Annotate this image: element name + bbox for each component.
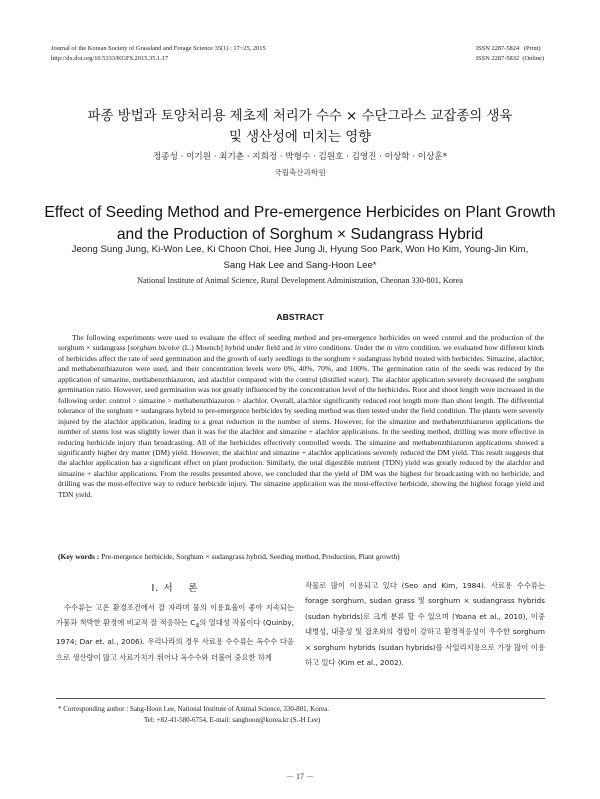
english-title-line2: and the Production of Sorghum × Sudangrass Hybrid: [116, 226, 484, 243]
english-authors: [40, 242, 560, 274]
abstract-heading: ABSTRACT: [276, 312, 324, 322]
english-authors-line1: Jeong Sung Jung, Ki-Won Lee, Ki Choon Choi, Hee Jung Ji, Hyung Soo Park, Won Ho Kim, Young-Jin Kim,: [71, 244, 529, 255]
english-title-line1: Effect of Seeding Method and Pre-emergence Herbicides on Plant Growth: [44, 204, 556, 221]
intro-right-column: 작물로 많이 이용되고 있다 (Seo and Kim, 1984). 사료용 수수류는 forage sorghum, sudan grass 및 sorghum × sudangrass hybrids (sudan hybrids)로 크게 분류 할 수 있으며 (Yoana et al., 2010), 이중 내병성, 내충성 및 잡초와의 경합이 강하고 환경적응성이 우수한 sorghum × sorghum hybrids (sudan hybrids)를 사일리지용으로 가장 많이 이용하고 있다 (Kim et al., 2002).: [305, 581, 545, 668]
footnote-divider: [56, 698, 545, 699]
abstract-text-b: (L.) Moench] hybrid under field and: [180, 343, 295, 353]
english-affiliation: National Institute of Animal Science, Rural Development Administration, Cheonan 330-801, Korea: [137, 276, 463, 285]
issn-block: [476, 44, 544, 64]
abstract-italic-invitro-1: in vitro: [295, 343, 317, 353]
abstract-text-a: The following experiments were used to evaluate the effect of seeding method and pre-emergence herbicides on weed control and the production of the sorghum: [58, 333, 544, 353]
korean-authors: 정종성 · 이기원 · 최기춘 · 지희정 · 박형수 · 김원호 · 김영진 · 이상학 · 이상훈*: [152, 152, 447, 162]
abstract-text-c: conditions. Under the: [316, 343, 387, 353]
keywords: [58, 552, 544, 562]
english-authors-line2: Sang Hak Lee and Sang-Hoon Lee*: [223, 260, 377, 271]
keywords-label: (Key words :: [58, 552, 100, 561]
journal-header: [51, 44, 266, 64]
abstract-italic-species: sorghum bicolor: [130, 343, 181, 353]
korean-title-line1: 파종 방법과 토양처리용 제초제 처리가 수수 × 수단그라스 교잡종의 생육: [87, 109, 513, 124]
intro-left-text-b: 의 열대성 작물이다 (Quinby, 1974; Dar et. al., 2006). 우리나라의 경우 사료용 수수류는 옥수수 다음으로 생산량이 많고 사료가치가 뛰어나 옥수수와 더불어 중요한 하계: [56, 618, 294, 662]
korean-affiliation: 국립축산과학원: [274, 168, 326, 177]
page-number: － 17 －: [286, 772, 314, 781]
doi-link[interactable]: http://dx.doi.org/10.5333/KGFS.2015.35.1.17: [51, 55, 169, 62]
intro-left-subscript: 4: [195, 622, 200, 630]
abstract-italic-invitro-2: in vitro: [386, 343, 409, 353]
issn-online: ISSN 2287-5832 (Online): [476, 55, 544, 62]
journal-citation: Journal of the Korean Society of Grassland and Forage Science 35(1) : 17~25, 2015: [51, 45, 266, 52]
keywords-text: Pre-mergence herbicide, Sorghum × sudangrass hybrid, Seeding method, Production, Plant growth): [99, 552, 400, 561]
footnote-line2: Tel: +82-41-580-6754, E-mail: sanghoon@korea.kr (S.-H Lee): [144, 716, 321, 724]
footnote-line1: * Corresponding author : Sang-Hoon Lee, National Institute of Animal Science, 330-801, Korea.: [58, 705, 329, 713]
korean-title-line2: 및 생산성에 미치는 영향: [228, 130, 372, 145]
corresponding-author-footnote: [58, 704, 329, 726]
intro-left-column: [56, 600, 294, 665]
section-heading-introduction: Ⅰ. 서 론: [151, 583, 199, 594]
korean-title: [40, 106, 560, 148]
english-title: [40, 202, 560, 246]
intro-left-text-a: 수수류는 고온 환경조건에서 잘 자라며 물의 이용효율이 좋아 지속되는 가뭄과 척박한 환경에 비교적 잘 적응하는 C: [56, 603, 294, 628]
abstract-text-x: × sudangrass [: [84, 343, 131, 353]
abstract-text-d: condition, we evaluated how different kinds of herbicides affect the rate of seed germination and the growth of early seedlings in the sorghum × sudangrass hybrid treated with herbicides. Simazine, alachlor, and methabenzthiazuron were used, and their concentration levels were 0%, 40%, 70%, and 100%. The germination ratio of the seeds was reduced by the application of simazine, methabenzthiazuron, and alachlor compared with the control (distilled water). The alachlor application severely decreased the sorghum germination ratio. However, seed germination was not greatly influenced by the concentration level of the herbicides. Root and shoot length were increased in the following order: control > simazine > methabenzthiazuron > alachlor. Overall, alachlor significantly reduced root length more than shoot length. The differential tolerance of the sorghum × sudangrass hybrid to pre-emergence herbicides by seeding method was then tested under the field condition. The plants were severely injured by the alachlor application, leading to a great reduction in the number of stems. However, for the simazine and methabenzthiazuron applications the number of stems lost was slightly lower than it was for the alachlor and simazine + alachlor applications. In the seeding method, drilling was more effective in reducing herbicide injury than broadcasting. All of the herbicides effectively controlled weeds. The simazine and methabenzthiazuron applications showed a significantly higher dry matter (DM) yield. However, the alachlor and simazine + alachlor applications severely reduced the DM yield. This result suggests that the alachlor application has a significant effect on plant production. Similarly, the total digestible nutrient (TDN) yield was greatly reduced by the alachlor and simazine + alachlor applications. From the results presented above, we concluded that the yield of DM was the highest for broadcasting with no herbicide, and drilling was the most-effective way to reduce herbicide injury. The simazine application was the most-effective herbicide, showing the highest forage yield and TDN yield.: [58, 343, 544, 499]
abstract-body: [58, 333, 544, 500]
issn-print: ISSN 2287-5824 (Print): [476, 45, 541, 52]
